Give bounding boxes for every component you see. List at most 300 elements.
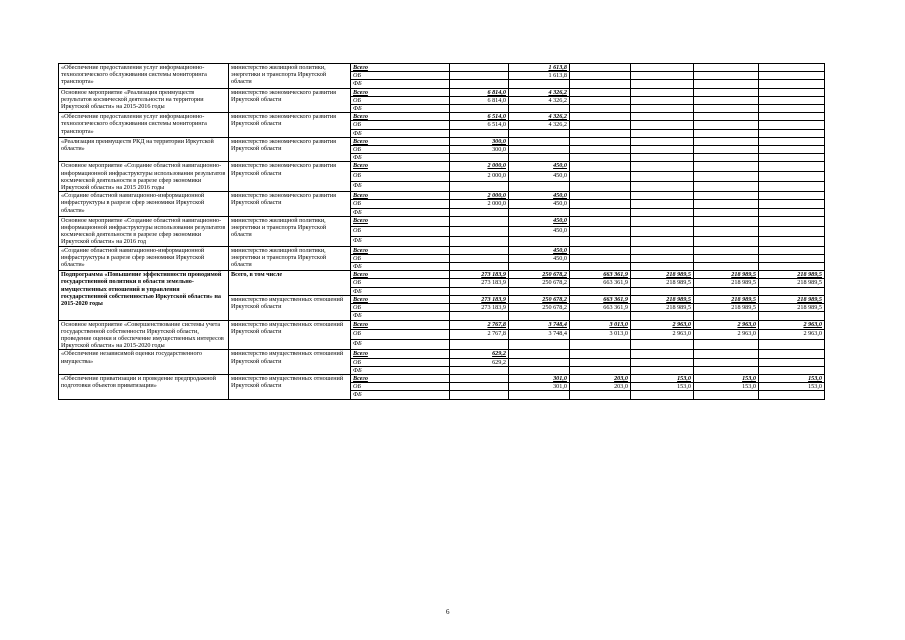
table-row bbox=[59, 246, 825, 254]
funding-source: ФБ bbox=[351, 208, 450, 216]
value-cell: 300,0 bbox=[450, 137, 509, 145]
value-cell bbox=[450, 208, 509, 216]
funding-source: ФБ bbox=[351, 182, 450, 192]
value-cell bbox=[570, 96, 631, 104]
value-cell: 1 613,8 bbox=[509, 72, 570, 80]
value-cell bbox=[631, 350, 694, 358]
measure-name: Основное мероприятие «Создание областной навигационно-информационной инфраструктуры использования результатов космической деятельности в разрезе сфер экономики Иркутской области» на 2015 2016 годы bbox=[59, 162, 229, 192]
value-cell: 273 183,9 bbox=[450, 295, 509, 303]
value-cell: 1 613,8 bbox=[509, 64, 570, 72]
value-cell: 2 000,0 bbox=[450, 200, 509, 208]
value-cell: 450,0 bbox=[509, 200, 570, 208]
value-cell: 2 000,0 bbox=[450, 162, 509, 172]
responsible-org: министерство жилищной политики, энергетики и транспорта Иркутской области bbox=[229, 246, 351, 271]
value-cell: 301,0 bbox=[509, 374, 570, 382]
value-cell bbox=[694, 263, 759, 271]
value-cell bbox=[694, 192, 759, 200]
value-cell bbox=[694, 226, 759, 236]
funding-source: ФБ bbox=[351, 287, 450, 295]
value-cell: 273 183,9 bbox=[450, 271, 509, 279]
value-cell: 4 326,2 bbox=[509, 88, 570, 96]
value-cell bbox=[509, 263, 570, 271]
value-cell bbox=[631, 216, 694, 226]
value-cell bbox=[570, 182, 631, 192]
value-cell bbox=[570, 226, 631, 236]
value-cell: 4 326,2 bbox=[509, 96, 570, 104]
table-row bbox=[59, 192, 825, 200]
value-cell bbox=[759, 96, 825, 104]
value-cell bbox=[759, 162, 825, 172]
responsible-org: министерство экономического развития Иркутской области bbox=[229, 113, 351, 138]
value-cell bbox=[631, 254, 694, 262]
value-cell bbox=[759, 64, 825, 72]
value-cell bbox=[570, 88, 631, 96]
value-cell bbox=[450, 129, 509, 137]
funding-source: ФБ bbox=[351, 154, 450, 162]
value-cell: 450,0 bbox=[509, 226, 570, 236]
value-cell bbox=[759, 72, 825, 80]
value-cell bbox=[570, 172, 631, 182]
value-cell bbox=[759, 154, 825, 162]
table-row bbox=[59, 320, 825, 330]
value-cell: 218 989,5 bbox=[631, 295, 694, 303]
value-cell bbox=[509, 208, 570, 216]
value-cell: 250 678,2 bbox=[509, 271, 570, 279]
value-cell bbox=[694, 216, 759, 226]
funding-source: Всего bbox=[351, 295, 450, 303]
value-cell bbox=[570, 358, 631, 366]
value-cell bbox=[631, 200, 694, 208]
value-cell bbox=[759, 246, 825, 254]
responsible-org: министерство экономического развития Иркутской области bbox=[229, 192, 351, 217]
value-cell bbox=[509, 236, 570, 246]
value-cell bbox=[759, 192, 825, 200]
value-cell bbox=[759, 358, 825, 366]
value-cell bbox=[759, 137, 825, 145]
value-cell bbox=[759, 80, 825, 88]
value-cell: 153,0 bbox=[694, 374, 759, 382]
value-cell bbox=[759, 340, 825, 350]
value-cell bbox=[570, 246, 631, 254]
value-cell bbox=[631, 105, 694, 113]
value-cell bbox=[694, 236, 759, 246]
value-cell bbox=[694, 366, 759, 374]
value-cell bbox=[759, 287, 825, 295]
value-cell bbox=[631, 121, 694, 129]
funding-source: Всего bbox=[351, 374, 450, 382]
value-cell bbox=[570, 80, 631, 88]
value-cell: 203,0 bbox=[570, 374, 631, 382]
value-cell: 6 814,0 bbox=[450, 96, 509, 104]
responsible-org: министерство экономического развития Иркутской области bbox=[229, 88, 351, 113]
value-cell: 218 989,5 bbox=[759, 304, 825, 312]
value-cell bbox=[631, 226, 694, 236]
value-cell bbox=[694, 350, 759, 358]
value-cell bbox=[631, 287, 694, 295]
value-cell bbox=[570, 287, 631, 295]
value-cell bbox=[570, 154, 631, 162]
value-cell bbox=[694, 154, 759, 162]
value-cell: 2 767,8 bbox=[450, 330, 509, 340]
responsible-org: министерство имущественных отношений Иркутской области bbox=[229, 320, 351, 350]
table-row bbox=[59, 137, 825, 145]
measure-name: «Реализация преимуществ РКД на территории Иркутской области» bbox=[59, 137, 229, 162]
value-cell: 3 013,0 bbox=[570, 330, 631, 340]
value-cell bbox=[759, 105, 825, 113]
table-row bbox=[59, 88, 825, 96]
table-row bbox=[59, 162, 825, 172]
value-cell bbox=[570, 263, 631, 271]
measure-name: «Создание областной навигационно-информационной инфраструктуры в разрезе сфер экономики Иркутской области» bbox=[59, 246, 229, 271]
value-cell: 153,0 bbox=[694, 383, 759, 391]
value-cell: 218 989,5 bbox=[631, 279, 694, 287]
value-cell bbox=[570, 146, 631, 154]
value-cell: 273 183,9 bbox=[450, 304, 509, 312]
value-cell: 273 183,9 bbox=[450, 279, 509, 287]
value-cell bbox=[759, 391, 825, 399]
value-cell bbox=[509, 358, 570, 366]
value-cell bbox=[694, 358, 759, 366]
funding-source: ФБ bbox=[351, 80, 450, 88]
value-cell bbox=[450, 374, 509, 382]
table-row bbox=[59, 64, 825, 72]
value-cell bbox=[631, 172, 694, 182]
value-cell: 218 989,5 bbox=[694, 271, 759, 279]
value-cell: 2 963,0 bbox=[759, 320, 825, 330]
value-cell: 629,2 bbox=[450, 350, 509, 358]
value-cell bbox=[509, 287, 570, 295]
value-cell bbox=[631, 129, 694, 137]
value-cell bbox=[694, 200, 759, 208]
value-cell bbox=[631, 162, 694, 172]
value-cell bbox=[759, 113, 825, 121]
funding-source: ФБ bbox=[351, 129, 450, 137]
value-cell: 153,0 bbox=[631, 374, 694, 382]
responsible-org: министерство экономического развития Иркутской области bbox=[229, 137, 351, 162]
value-cell: 450,0 bbox=[509, 172, 570, 182]
value-cell: 218 989,5 bbox=[631, 304, 694, 312]
funding-source: ОБ bbox=[351, 330, 450, 340]
value-cell bbox=[694, 246, 759, 254]
funding-source: ФБ bbox=[351, 105, 450, 113]
value-cell bbox=[450, 226, 509, 236]
value-cell: 153,0 bbox=[631, 383, 694, 391]
value-cell: 153,0 bbox=[759, 374, 825, 382]
value-cell: 3 748,4 bbox=[509, 330, 570, 340]
value-cell bbox=[450, 340, 509, 350]
value-cell bbox=[450, 64, 509, 72]
value-cell bbox=[631, 340, 694, 350]
value-cell bbox=[509, 146, 570, 154]
value-cell bbox=[631, 391, 694, 399]
value-cell bbox=[631, 72, 694, 80]
value-cell bbox=[694, 72, 759, 80]
value-cell bbox=[509, 391, 570, 399]
value-cell: 218 989,5 bbox=[759, 271, 825, 279]
responsible-org: министерство имущественных отношений Иркутской области bbox=[229, 374, 351, 399]
funding-source: ФБ bbox=[351, 312, 450, 320]
value-cell bbox=[694, 312, 759, 320]
value-cell: 218 989,5 bbox=[631, 271, 694, 279]
value-cell bbox=[759, 312, 825, 320]
funding-source: ОБ bbox=[351, 172, 450, 182]
value-cell bbox=[631, 113, 694, 121]
value-cell bbox=[570, 340, 631, 350]
value-cell bbox=[509, 154, 570, 162]
responsible-org: министерство имущественных отношений Иркутской области bbox=[229, 350, 351, 375]
value-cell: 6 514,0 bbox=[450, 121, 509, 129]
value-cell bbox=[694, 129, 759, 137]
table-row bbox=[59, 216, 825, 226]
funding-source: ФБ bbox=[351, 340, 450, 350]
value-cell bbox=[450, 182, 509, 192]
measure-name: «Обеспечение независимой оценки государственного имущества» bbox=[59, 350, 229, 375]
value-cell bbox=[694, 137, 759, 145]
value-cell bbox=[631, 80, 694, 88]
value-cell bbox=[759, 263, 825, 271]
value-cell: 450,0 bbox=[509, 254, 570, 262]
funding-source: ОБ bbox=[351, 226, 450, 236]
value-cell bbox=[570, 72, 631, 80]
funding-source: ОБ bbox=[351, 146, 450, 154]
funding-source: ФБ bbox=[351, 391, 450, 399]
value-cell bbox=[509, 137, 570, 145]
value-cell: 4 326,2 bbox=[509, 113, 570, 121]
value-cell bbox=[759, 216, 825, 226]
responsible-org: министерство имущественных отношений Иркутской области bbox=[229, 295, 351, 320]
value-cell bbox=[759, 226, 825, 236]
funding-source: ФБ bbox=[351, 263, 450, 271]
value-cell bbox=[450, 383, 509, 391]
value-cell: 2 963,0 bbox=[631, 330, 694, 340]
value-cell bbox=[631, 96, 694, 104]
value-cell: 218 989,5 bbox=[759, 295, 825, 303]
value-cell bbox=[759, 350, 825, 358]
value-cell bbox=[694, 172, 759, 182]
value-cell bbox=[759, 254, 825, 262]
funding-source: Всего bbox=[351, 246, 450, 254]
value-cell bbox=[631, 366, 694, 374]
value-cell bbox=[570, 129, 631, 137]
value-cell: 6 514,0 bbox=[450, 113, 509, 121]
table-row bbox=[59, 113, 825, 121]
value-cell: 218 989,5 bbox=[694, 279, 759, 287]
value-cell bbox=[694, 121, 759, 129]
value-cell bbox=[759, 172, 825, 182]
value-cell bbox=[759, 366, 825, 374]
value-cell bbox=[631, 263, 694, 271]
value-cell bbox=[509, 182, 570, 192]
value-cell: 450,0 bbox=[509, 192, 570, 200]
value-cell: 3 748,4 bbox=[509, 320, 570, 330]
value-cell bbox=[450, 312, 509, 320]
value-cell bbox=[450, 105, 509, 113]
value-cell bbox=[570, 208, 631, 216]
value-cell bbox=[694, 254, 759, 262]
value-cell: 2 963,0 bbox=[694, 320, 759, 330]
value-cell: 203,0 bbox=[570, 383, 631, 391]
table-row bbox=[59, 374, 825, 382]
value-cell bbox=[570, 192, 631, 200]
measure-name: Основное мероприятие «Создание областной навигационно-информационной инфраструктуры использования результатов космической деятельности в разрезе сфер экономики Иркутской области» на 2016 год bbox=[59, 216, 229, 246]
value-cell bbox=[631, 182, 694, 192]
value-cell bbox=[694, 208, 759, 216]
value-cell: 6 814,0 bbox=[450, 88, 509, 96]
value-cell bbox=[694, 96, 759, 104]
value-cell bbox=[509, 129, 570, 137]
value-cell: 250 678,2 bbox=[509, 279, 570, 287]
value-cell: 218 989,5 bbox=[694, 295, 759, 303]
funding-source: ОБ bbox=[351, 121, 450, 129]
responsible-org: Всего, в том числе bbox=[229, 271, 351, 296]
value-cell bbox=[570, 350, 631, 358]
value-cell bbox=[694, 88, 759, 96]
value-cell: 663 361,9 bbox=[570, 295, 631, 303]
value-cell: 301,0 bbox=[509, 383, 570, 391]
value-cell bbox=[509, 80, 570, 88]
value-cell: 450,0 bbox=[509, 246, 570, 254]
funding-source: Всего bbox=[351, 88, 450, 96]
page-number: 6 bbox=[446, 608, 450, 616]
value-cell: 300,0 bbox=[450, 146, 509, 154]
value-cell: 250 678,2 bbox=[509, 295, 570, 303]
value-cell bbox=[631, 246, 694, 254]
value-cell bbox=[694, 182, 759, 192]
value-cell bbox=[759, 146, 825, 154]
value-cell bbox=[509, 350, 570, 358]
responsible-org: министерство жилищной политики, энергетики и транспорта Иркутской области bbox=[229, 64, 351, 89]
measure-name: «Обеспечение предоставления услуг информационно-технологического обслуживания системы мониторинга транспорта» bbox=[59, 113, 229, 138]
value-cell bbox=[694, 64, 759, 72]
value-cell bbox=[631, 192, 694, 200]
value-cell: 2 000,0 bbox=[450, 172, 509, 182]
value-cell bbox=[631, 64, 694, 72]
value-cell bbox=[450, 366, 509, 374]
value-cell bbox=[631, 154, 694, 162]
value-cell: 2 767,8 bbox=[450, 320, 509, 330]
value-cell bbox=[570, 105, 631, 113]
value-cell bbox=[759, 121, 825, 129]
value-cell bbox=[450, 154, 509, 162]
value-cell bbox=[570, 121, 631, 129]
responsible-org: министерство экономического развития Иркутской области bbox=[229, 162, 351, 192]
funding-source: ОБ bbox=[351, 72, 450, 80]
funding-source: Всего bbox=[351, 162, 450, 172]
table-row bbox=[59, 271, 825, 279]
value-cell: 2 000,0 bbox=[450, 192, 509, 200]
value-cell bbox=[450, 391, 509, 399]
value-cell: 2 963,0 bbox=[694, 330, 759, 340]
value-cell bbox=[759, 88, 825, 96]
value-cell: 450,0 bbox=[509, 162, 570, 172]
funding-source: ОБ bbox=[351, 96, 450, 104]
value-cell bbox=[759, 129, 825, 137]
funding-source: Всего bbox=[351, 192, 450, 200]
value-cell: 250 678,2 bbox=[509, 304, 570, 312]
value-cell bbox=[694, 146, 759, 154]
funding-source: ОБ bbox=[351, 200, 450, 208]
value-cell: 218 989,5 bbox=[759, 279, 825, 287]
value-cell bbox=[631, 146, 694, 154]
responsible-org: министерство жилищной политики, энергетики и транспорта Иркутской области bbox=[229, 216, 351, 246]
measure-name: «Обеспечение предоставления услуг информационно-технологического обслуживания системы мониторинга транспорта» bbox=[59, 64, 229, 89]
value-cell bbox=[570, 200, 631, 208]
value-cell bbox=[509, 312, 570, 320]
value-cell bbox=[631, 358, 694, 366]
value-cell bbox=[450, 254, 509, 262]
value-cell bbox=[570, 137, 631, 145]
value-cell: 663 361,9 bbox=[570, 304, 631, 312]
value-cell bbox=[509, 366, 570, 374]
value-cell bbox=[450, 72, 509, 80]
value-cell bbox=[450, 246, 509, 254]
funding-source: ОБ bbox=[351, 254, 450, 262]
value-cell: 3 013,0 bbox=[570, 320, 631, 330]
value-cell bbox=[631, 208, 694, 216]
funding-source: ОБ bbox=[351, 279, 450, 287]
measure-name: «Обеспечение приватизации и проведение предпродажной подготовки объектов приватизации» bbox=[59, 374, 229, 399]
value-cell: 4 326,2 bbox=[509, 121, 570, 129]
funding-source: ОБ bbox=[351, 304, 450, 312]
value-cell bbox=[694, 80, 759, 88]
value-cell: 153,0 bbox=[759, 383, 825, 391]
value-cell bbox=[631, 137, 694, 145]
budget-table bbox=[58, 63, 825, 400]
funding-source: ОБ bbox=[351, 358, 450, 366]
value-cell bbox=[570, 113, 631, 121]
value-cell bbox=[570, 162, 631, 172]
value-cell bbox=[631, 312, 694, 320]
value-cell bbox=[631, 236, 694, 246]
value-cell: 629,2 bbox=[450, 358, 509, 366]
table-row bbox=[59, 350, 825, 358]
subprogram-name: Подпрограмма «Повышение эффективности проводимой государственной политики в области земельно-имущественных отношений и управления государственной собственностью Иркутской области» на 2015-2020 годы bbox=[59, 271, 229, 320]
measure-name: «Создание областной навигационно-информационной инфраструктуры в разрезе сфер экономики Иркутской области» bbox=[59, 192, 229, 217]
value-cell bbox=[450, 287, 509, 295]
value-cell bbox=[450, 263, 509, 271]
funding-source: Всего bbox=[351, 64, 450, 72]
value-cell bbox=[759, 182, 825, 192]
funding-source: Всего bbox=[351, 320, 450, 330]
value-cell bbox=[694, 105, 759, 113]
value-cell bbox=[694, 162, 759, 172]
funding-source: Всего bbox=[351, 350, 450, 358]
funding-source: ФБ bbox=[351, 366, 450, 374]
value-cell bbox=[694, 391, 759, 399]
value-cell bbox=[570, 391, 631, 399]
value-cell bbox=[450, 216, 509, 226]
value-cell: 663 361,9 bbox=[570, 271, 631, 279]
value-cell: 2 963,0 bbox=[759, 330, 825, 340]
value-cell bbox=[570, 216, 631, 226]
funding-source: Всего bbox=[351, 271, 450, 279]
value-cell bbox=[570, 254, 631, 262]
value-cell bbox=[570, 64, 631, 72]
value-cell bbox=[570, 236, 631, 246]
funding-source: Всего bbox=[351, 113, 450, 121]
value-cell bbox=[570, 366, 631, 374]
value-cell bbox=[694, 287, 759, 295]
funding-source: Всего bbox=[351, 216, 450, 226]
value-cell bbox=[694, 113, 759, 121]
value-cell bbox=[694, 340, 759, 350]
measure-name: Основное мероприятие «Совершенствование системы учета государственной собственности Иркутской области, проведение оценки и обеспечение имущественных интересов Иркутской области» на 2015-2020 годы bbox=[59, 320, 229, 350]
value-cell: 218 989,5 bbox=[694, 304, 759, 312]
value-cell bbox=[759, 208, 825, 216]
value-cell bbox=[759, 236, 825, 246]
value-cell bbox=[570, 312, 631, 320]
value-cell: 2 963,0 bbox=[631, 320, 694, 330]
